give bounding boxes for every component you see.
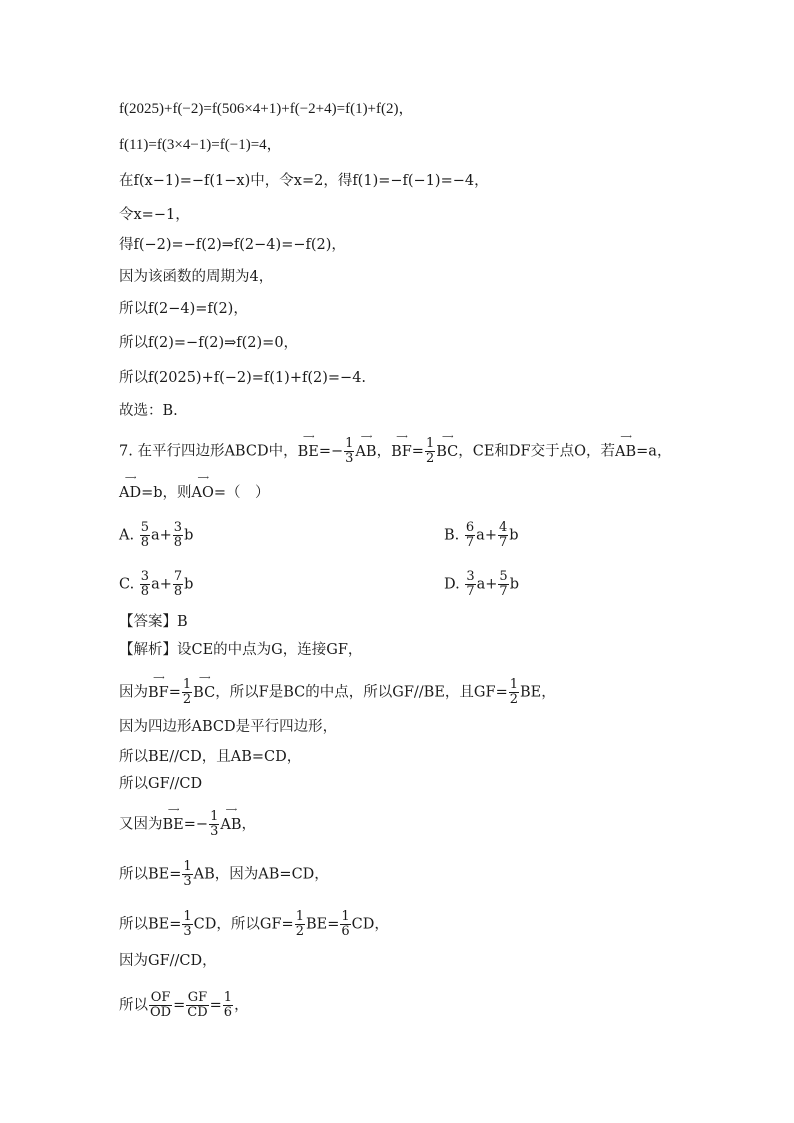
vector-ab: ⟶ AB (355, 431, 377, 460)
analysis-line: 所以BE//CD，且AB=CD， (119, 749, 302, 765)
analysis-line: 因为GF//CD， (119, 953, 217, 969)
vector-arrow: ⟶ (198, 672, 210, 682)
analysis-first-line: 【解析】设CE的中点为G，连接GF， (119, 642, 363, 658)
fraction: $\frac{1}{6}$ (223, 990, 233, 1020)
vector-arrow: ⟶ (302, 431, 314, 441)
text-line: 在f(x−1)=−f(1−x)中，令x=2，得f(1)=−f(−1)=−4， (119, 173, 489, 189)
vector-arrow: ⟶ (225, 804, 237, 814)
option-d[interactable]: D. $\frac{3}{7}$ a+ $\frac{5}{7}$ b (444, 569, 519, 599)
vector-ao: ⟶ AO (191, 473, 214, 501)
fraction: $\frac{1}{6}$ (341, 909, 350, 939)
math-op: =− (318, 443, 344, 460)
fraction: $\frac{4}{7}$ (498, 520, 508, 550)
text-line: f(11)=f(3×4−1)=f(−1)=4， (119, 137, 282, 153)
vector-be: ⟶ BE (162, 804, 184, 833)
text-line: 故选：B. (119, 403, 178, 419)
fraction: $\frac{1}{2}$ (425, 436, 435, 466)
vector-arrow: ⟶ (360, 431, 372, 441)
vector-bf: ⟶ BF (148, 672, 169, 701)
analysis-line: 又因为 ⟶ BE=− $\frac{1}{3}$ ⟶ AB， (119, 804, 256, 839)
analysis-label: 【解析】 (119, 642, 177, 658)
fraction: $\frac{5}{8}$ (140, 520, 149, 550)
option-label: A. (119, 527, 135, 544)
math-op: ， (376, 443, 392, 460)
text-line: 令x=−1， (119, 207, 190, 223)
question-text: =（ ） (213, 485, 270, 501)
vector-bc: ⟶ BC (193, 672, 216, 701)
fraction: $\frac{3}{8}$ (173, 520, 183, 550)
fraction: $\frac{GF}{CD}$ (187, 990, 208, 1020)
fraction: $\frac{1}{3}$ (210, 809, 219, 839)
fraction: $\frac{1}{3}$ (183, 909, 192, 939)
analysis-line: 所以GF//CD (119, 776, 203, 792)
text-line: 所以f(2025)+f(−2)=f(1)+f(2)=−4. (119, 370, 367, 386)
analysis-line: 因为四边形ABCD是平行四边形， (119, 719, 338, 735)
vector-ab: ⟶ AB (615, 431, 637, 460)
option-a[interactable]: A. $\frac{5}{8}$ a+ $\frac{3}{8}$ b (119, 520, 194, 550)
text-line: 所以f(2−4)=f(2)， (119, 301, 248, 317)
fraction: $\frac{1}{3}$ (345, 436, 354, 466)
vector-arrow: ⟶ (153, 672, 164, 682)
vector-arrow: ⟶ (396, 431, 407, 441)
fraction: $\frac{6}{7}$ (465, 520, 475, 550)
text-line: 因为该函数的周期为4， (119, 269, 274, 285)
vector-arrow: ⟶ (167, 804, 179, 814)
vector-be: ⟶ BE (297, 431, 319, 460)
option-label: B. (444, 527, 460, 544)
vector-ad: ⟶ AD (119, 473, 142, 501)
option-c[interactable]: C. $\frac{3}{8}$ a+ $\frac{7}{8}$ b (119, 569, 194, 599)
question-7-line-2 (119, 473, 270, 503)
option-label: D. (444, 576, 460, 593)
question-text: =b，则 (141, 485, 192, 501)
analysis-line: 所以BE= $\frac{1}{3}$ AB，因为AB=CD， (119, 859, 329, 889)
vector-arrow: ⟶ (442, 431, 453, 441)
text-line: 得f(−2)=−f(2)⇒f(2−4)=−f(2)， (119, 237, 346, 253)
fraction: $\frac{3}{7}$ (466, 569, 475, 599)
fraction: $\frac{5}{7}$ (499, 569, 508, 599)
fraction: $\frac{1}{2}$ (509, 677, 518, 707)
fraction: $\frac{1}{2}$ (182, 677, 192, 707)
fraction: $\frac{1}{2}$ (295, 909, 304, 939)
vector-ab: ⟶ AB (220, 804, 242, 833)
fraction: $\frac{3}{8}$ (140, 569, 150, 599)
vector-bc: ⟶ BC (436, 431, 459, 460)
fraction: $\frac{OF}{OD}$ (150, 990, 172, 1020)
answer: 【答案】B (119, 614, 188, 630)
fraction: $\frac{1}{3}$ (183, 859, 192, 889)
text-line: f(2025)+f(−2)=f(506×4+1)+f(−2+4)=f(1)+f(2)， (119, 101, 414, 117)
analysis-line: 所以 $\frac{OF}{OD}$ = $\frac{GF}{CD}$ = $\frac{1}{6}$ ， (119, 990, 249, 1020)
vector-bf: ⟶ BF (391, 431, 412, 460)
analysis-line: 所以BE= $\frac{1}{3}$ CD，所以GF= $\frac{1}{2}$ BE= $\frac{1}{6}$ CD， (119, 909, 389, 939)
question-number: 7. (119, 443, 133, 460)
option-label: C. (119, 576, 135, 593)
fraction: $\frac{7}{8}$ (173, 569, 183, 599)
vector-arrow: ⟶ (124, 473, 136, 482)
option-b[interactable]: B. $\frac{6}{7}$ a+ $\frac{4}{7}$ b (444, 520, 519, 550)
math-op: =a， (636, 443, 672, 460)
vector-arrow: ⟶ (197, 473, 208, 482)
math-op: = (411, 443, 424, 460)
vector-arrow: ⟶ (620, 431, 631, 441)
question-7-line-1 (119, 431, 672, 466)
analysis-line: 因为 ⟶ BF= $\frac{1}{2}$ ⟶ BC，所以F是BC的中点，所以GF//BE，且GF= $\frac{1}{2}$ BE， (119, 672, 556, 707)
question-text: ，CE和DF交于点O，若 (458, 443, 616, 460)
text-line: 所以f(2)=−f(2)⇒f(2)=0， (119, 335, 299, 351)
question-text: 在平行四边形ABCD中， (137, 443, 298, 460)
